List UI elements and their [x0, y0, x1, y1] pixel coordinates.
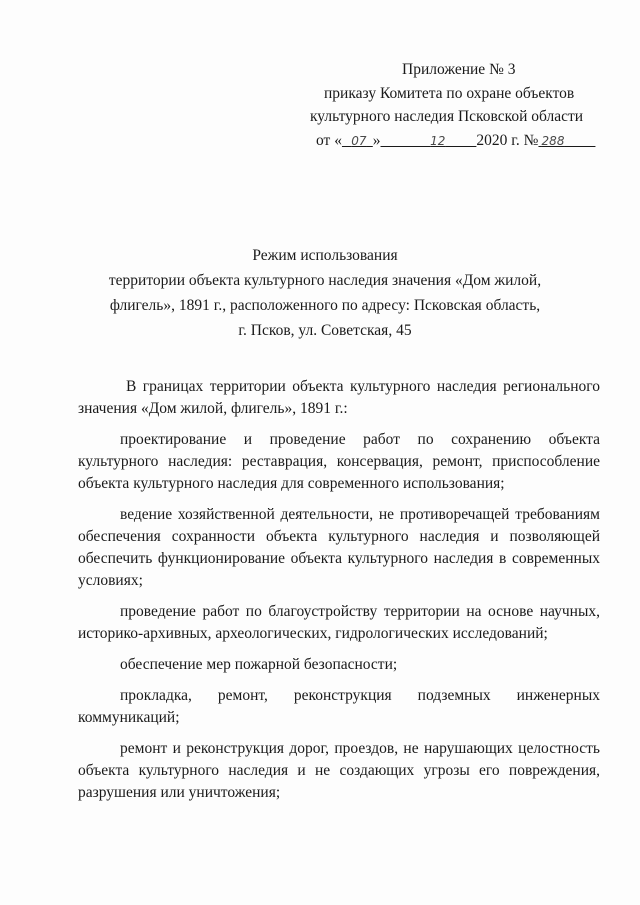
list-item-restoration: проектирование и проведение работ по сохранению объекта культурного наследия: реставрация, консервация, ремонт, приспособление объекта культурного наследия для современного использования;	[78, 431, 600, 492]
date-day-handwritten: 07	[351, 133, 367, 148]
document-body	[78, 376, 600, 813]
intro-paragraph: В границах территории объекта культурного наследия регионального значения «Дом жилой, флигель», 1891 г.:	[78, 378, 600, 417]
appendix-committee-line: культурного наследия Псковской области	[310, 108, 584, 125]
title-line-2: территории объекта культурного наследия значения «Дом жилой,	[108, 272, 542, 289]
date-year: 2020 г. №	[476, 131, 539, 149]
appendix-number: Приложение № 3	[402, 61, 516, 78]
date-prefix: от «	[316, 131, 342, 149]
date-number-handwritten: 288	[541, 133, 565, 148]
document-title	[60, 243, 590, 343]
appendix-date-line	[300, 129, 605, 154]
title-line-3: флигель», 1891 г., расположенного по адресу: Псковская область,	[109, 297, 541, 314]
list-item-economic-activity: ведение хозяйственной деятельности, не противоречащей требованиям обеспечения сохранности объекта культурного наследия и позволяющей обеспечить функционирование объекта культурного наследия в современных условиях;	[78, 506, 600, 589]
appendix-header	[300, 58, 605, 153]
list-item-fire-safety: обеспечение мер пожарной безопасности;	[120, 656, 398, 673]
date-mid: »	[372, 131, 381, 149]
appendix-order-line: приказу Комитета по охране объектов	[324, 84, 575, 102]
date-number-field	[538, 132, 595, 149]
list-item-landscaping: проведение работ по благоустройству территории на основе научных, историко-архивных, археологических, гидрологических исследований;	[78, 603, 600, 642]
date-month-field	[381, 132, 477, 149]
date-month-handwritten: 12	[430, 133, 446, 148]
title-line-4: г. Псков, ул. Советская, 45	[238, 322, 412, 339]
list-item-roads: ремонт и реконструкция дорог, проездов, не нарушающих целостность объекта культурного наследия и не создающих угрозы его повреждения, разрушения или уничтожения;	[78, 740, 600, 801]
list-item-utilities: прокладка, ремонт, реконструкция подземных инженерных коммуникаций;	[78, 687, 600, 726]
title-line-1: Режим использования	[252, 247, 398, 264]
date-day-field	[342, 132, 373, 149]
